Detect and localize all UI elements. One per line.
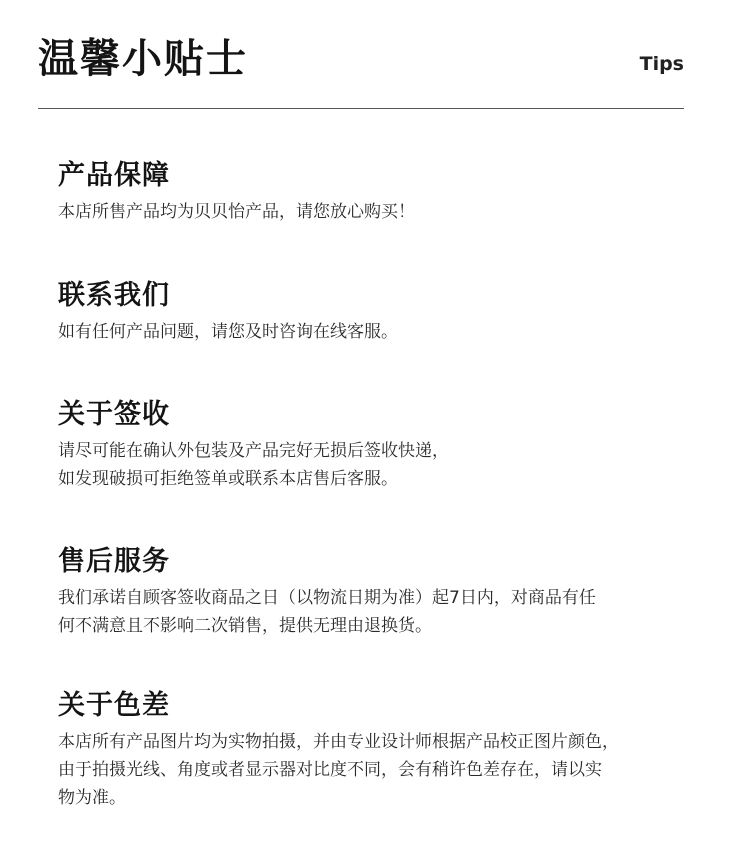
section-body: [58, 198, 698, 226]
section-contact-us: [58, 278, 698, 346]
section-title: 产品保障: [58, 160, 170, 191]
section-after-sales: [58, 544, 698, 640]
section-title: 关于色差: [58, 690, 170, 721]
section-text-line: 由于拍摄光线、角度或者显示器对比度不同，会有稍许色差存在，请以实: [58, 760, 602, 780]
header: [38, 30, 684, 109]
section-title: 联系我们: [58, 280, 170, 311]
section-body: [58, 728, 698, 812]
section-text-line: 如发现破损可拒绝签单或联系本店售后客服。: [58, 469, 398, 489]
tips-label: Tips: [639, 53, 684, 75]
page-title: 温馨小贴士: [38, 36, 248, 82]
section-text-line: 请尽可能在确认外包装及产品完好无损后签收快递，: [58, 441, 449, 461]
section-text-line: 如有任何产品问题，请您及时咨询在线客服。: [58, 322, 398, 342]
section-about-color-difference: [58, 688, 698, 812]
section-title: 售后服务: [58, 546, 170, 577]
section-product-guarantee: [58, 158, 698, 226]
section-about-receipt: [58, 397, 698, 493]
section-body: [58, 437, 698, 493]
section-text-line: 本店所有产品图片均为实物拍摄，并由专业设计师根据产品校正图片颜色，: [58, 732, 619, 752]
section-text-line: 物为准。: [58, 788, 126, 808]
section-title: 关于签收: [58, 399, 170, 430]
section-text-line: 我们承诺自顾客签收商品之日（以物流日期为准）起7日内，对商品有任: [58, 588, 596, 608]
section-text-line: 本店所售产品均为贝贝怡产品，请您放心购买！: [58, 202, 415, 222]
section-body: [58, 584, 698, 640]
section-body: [58, 318, 698, 346]
section-text-line: 何不满意且不影响二次销售，提供无理由退换货。: [58, 616, 432, 636]
